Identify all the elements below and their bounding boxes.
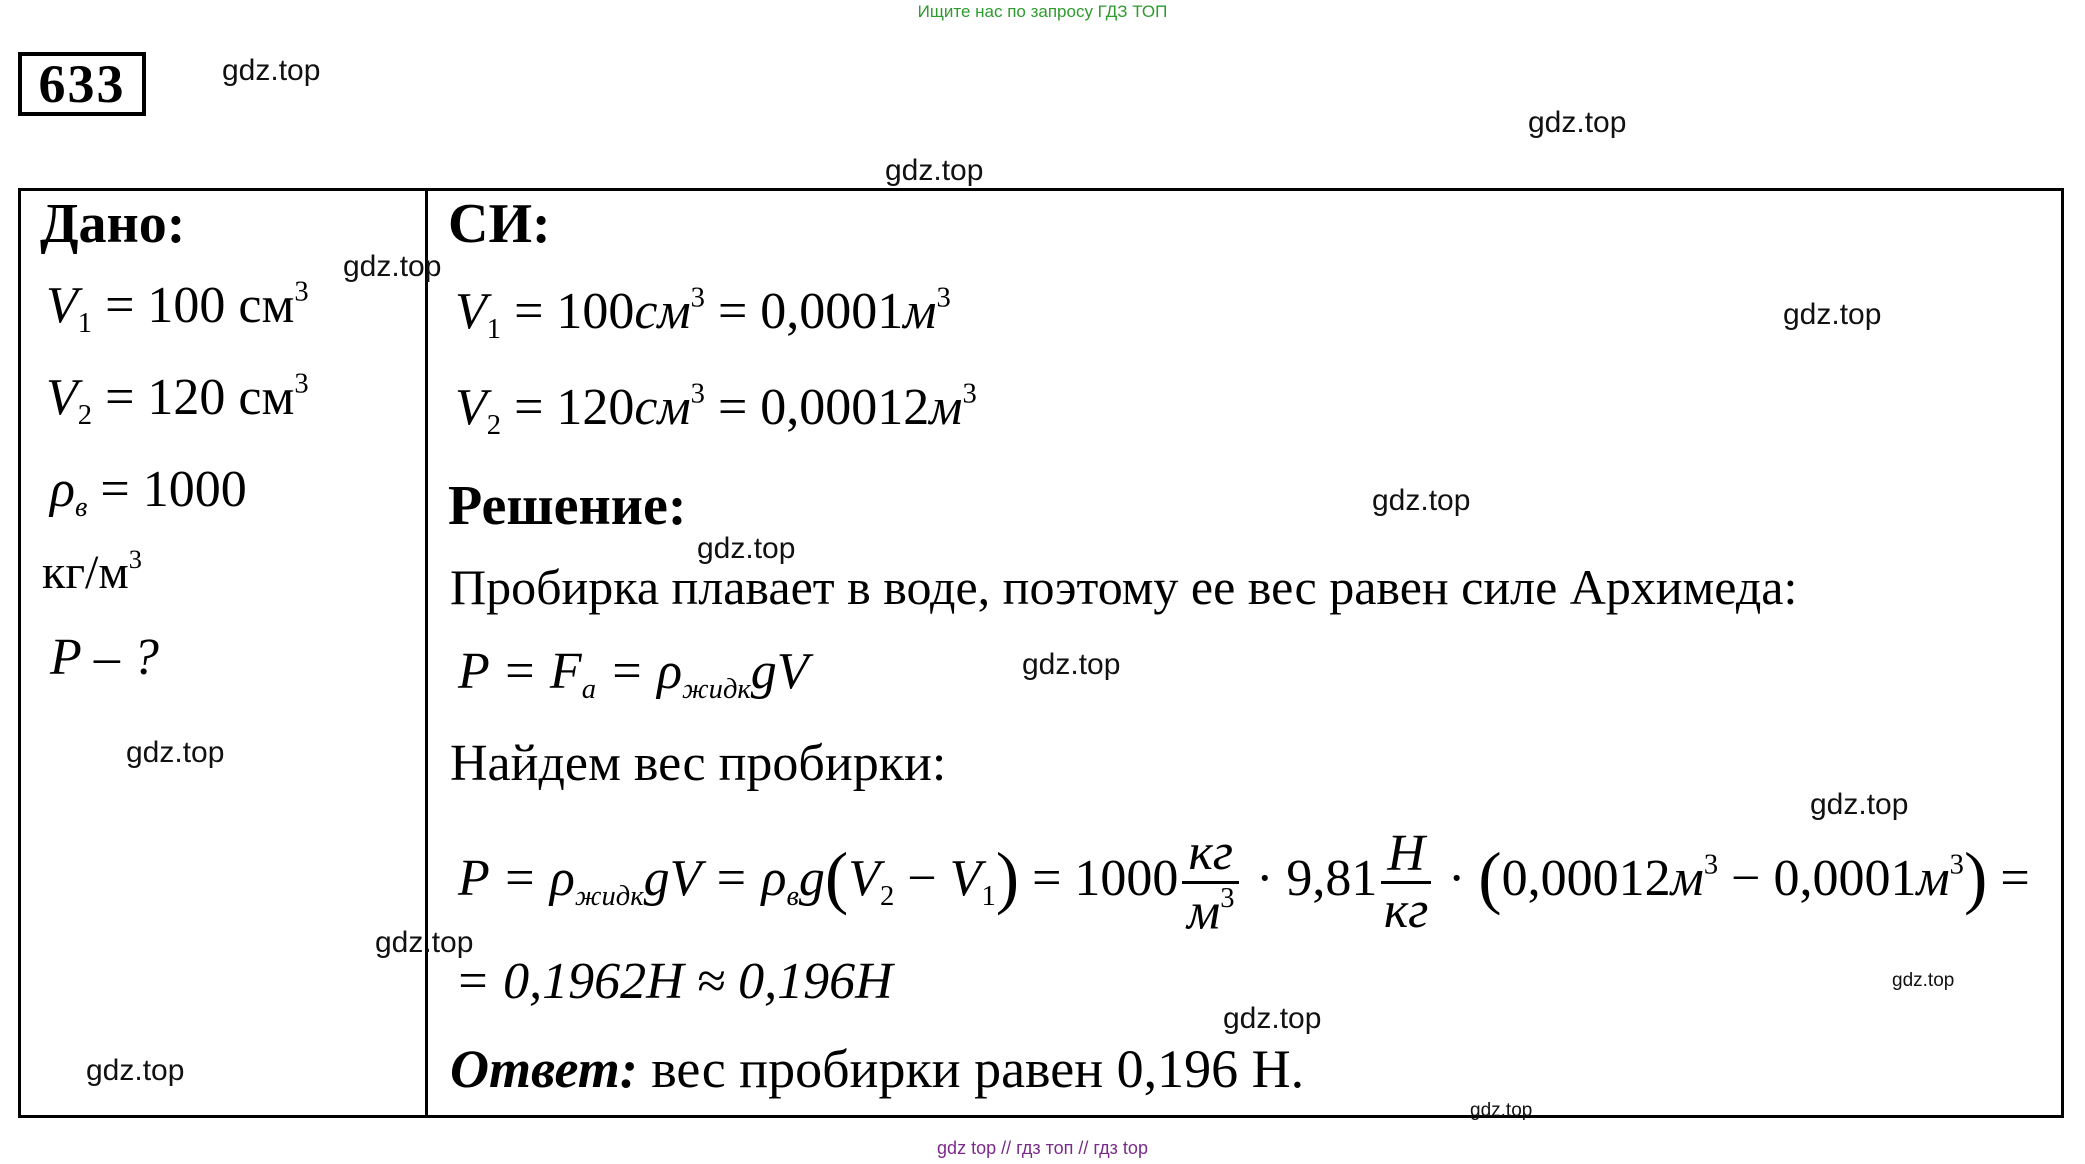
answer: Ответ: вес пробирки равен 0,196 Н. bbox=[450, 1039, 1305, 1099]
si-line-1: $V_1 = 100см^3 = 0,0001м^3$ bbox=[455, 282, 951, 345]
column-divider bbox=[425, 188, 428, 1118]
solution-heading: Решение: bbox=[448, 475, 687, 537]
solution-text-2: Найдем вес пробирки: bbox=[450, 735, 947, 792]
given-rho-unit: $кг/м^3$ bbox=[42, 544, 142, 599]
fraction-kg-per-m3: $\frac{кг}{м^3}$ bbox=[1182, 826, 1239, 940]
watermark: gdz.top bbox=[1810, 788, 1909, 821]
watermark: gdz.top bbox=[697, 532, 796, 565]
si-heading: СИ: bbox=[448, 193, 551, 255]
given-v1: $V_1 = 100$ $см^3$ bbox=[46, 276, 309, 339]
si-line-2: $V_2 = 120см^3 = 0,00012м^3$ bbox=[455, 378, 977, 441]
given-heading: Дано: bbox=[40, 193, 186, 255]
given-find: P – ? bbox=[50, 629, 159, 686]
watermark: gdz.top bbox=[1892, 970, 1955, 991]
watermark: gdz.top bbox=[1528, 106, 1627, 139]
watermark: gdz.top bbox=[126, 736, 225, 769]
solution-text-1: Пробирка плавает в воде, поэтому ее вес равен силе Архимеда: bbox=[450, 559, 1798, 615]
problem-number: 633 bbox=[18, 52, 146, 116]
watermark: gdz.top bbox=[1470, 1100, 1533, 1121]
formula-weight: P = ρжидкgV = $\rho вg(V_2 - V_1) = 1000$ $\frac{кг}{м^3}$ · 9,81 $\frac{Н}{кг}$ · $(0,00012м^3 - 0,0001м^3)$ = bbox=[458, 824, 2030, 941]
given-v2: $V_2 = 120$ $см^3$ bbox=[46, 368, 309, 431]
watermark: gdz.top bbox=[885, 154, 984, 187]
watermark: gdz.top bbox=[222, 54, 321, 87]
formula-result: = 0,1962H ≈ 0,196H bbox=[455, 953, 893, 1010]
watermark: gdz.top bbox=[1372, 484, 1471, 517]
watermark: gdz.top bbox=[1022, 648, 1121, 681]
given-rho: ρв = 1000 bbox=[50, 461, 247, 523]
watermark: gdz.top bbox=[343, 250, 442, 283]
formula-archimedes: P = Fa = ρжидкgV bbox=[458, 643, 809, 705]
watermark: gdz.top bbox=[1783, 298, 1882, 331]
watermark: gdz.top bbox=[1223, 1002, 1322, 1035]
fraction-n-per-kg: $\frac{Н}{кг}$ bbox=[1381, 827, 1431, 939]
footer-note: gdz top // гдз топ // гдз top bbox=[937, 1138, 1148, 1158]
watermark: gdz.top bbox=[86, 1054, 185, 1087]
header-note: Ищите нас по запросу ГДЗ ТОП bbox=[917, 2, 1168, 21]
watermark: gdz.top bbox=[375, 926, 474, 959]
